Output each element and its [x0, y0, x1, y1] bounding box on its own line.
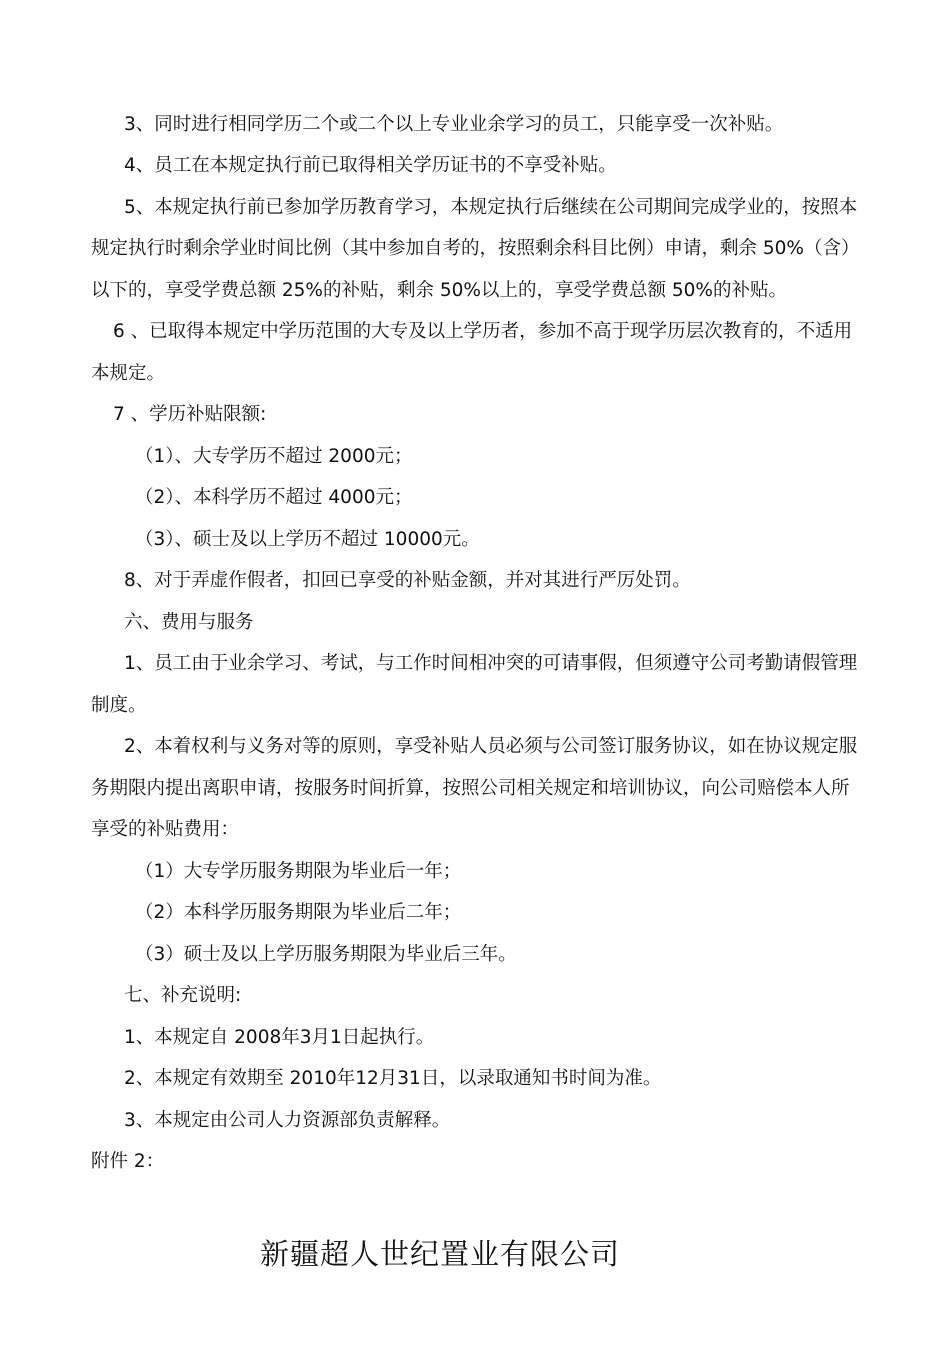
section-heading: 七、补充说明:: [124, 985, 242, 1006]
list-item: （2）、本科学历不超过 4000元；: [135, 487, 413, 508]
list-item: （2）本科学历服务期限为毕业后二年；: [135, 902, 462, 923]
text-line: 8、对于弄虚作假者，扣回已享受的补贴金额，并对其进行严厉处罚。: [124, 570, 691, 591]
list-item: （1）大专学历服务期限为毕业后一年；: [135, 861, 462, 882]
list-item: （3）硕士及以上学历服务期限为毕业后三年。: [135, 944, 517, 965]
text-line: 2、本规定有效期至 2010年12月31日，以录取通知书时间为准。: [124, 1068, 662, 1089]
text-line: 3、同时进行相同学历二个或二个以上专业业余学习的员工，只能享受一次补贴。: [124, 114, 784, 135]
text-line: 7 、学历补贴限额:: [113, 404, 267, 425]
text-line: 6 、已取得本规定中学历范围的大专及以上学历者，参加不高于现学历层次教育的，不适用: [113, 321, 853, 342]
text-line: 5、本规定执行前已参加学历教育学习，本规定执行后继续在公司期间完成学业的，按照本: [124, 197, 858, 218]
attachment-label: 附件 2：: [91, 1151, 165, 1172]
company-title: 新疆超人世纪置业有限公司: [259, 1237, 620, 1271]
text-line: 制度。: [91, 695, 147, 716]
text-line: 4、员工在本规定执行前已取得相关学历证书的不享受补贴。: [124, 155, 617, 176]
text-line: 规定执行时剩余学业时间比例（其中参加自考的，按照剩余科目比例）申请，剩余 50%（含）: [91, 238, 860, 259]
text-line: 2、本着权利与义务对等的原则，享受补贴人员必须与公司签订服务协议，如在协议规定服: [124, 736, 858, 757]
text-line: 1、员工由于业余学习、考试，与工作时间相冲突的可请事假，但须遵守公司考勤请假管理: [124, 653, 858, 674]
list-item: （1）、大专学历不超过 2000元；: [135, 446, 413, 467]
text-line: 本规定。: [91, 363, 166, 384]
text-line: 务期限内提出离职申请，按服务时间折算，按照公司相关规定和培训协议，向公司赔偿本人所: [91, 778, 850, 799]
text-line: 享受的补贴费用：: [91, 819, 240, 840]
list-item: （3）、硕士及以上学历不超过 10000元。: [135, 529, 480, 550]
text-line: 3、本规定由公司人力资源部负责解释。: [124, 1110, 451, 1131]
section-heading: 六、费用与服务: [124, 612, 254, 633]
text-line: 以下的，享受学费总额 25%的补贴，剩余 50%以上的，享受学费总额 50%的补贴。: [91, 280, 788, 301]
text-line: 1、本规定自 2008年3月1日起执行。: [124, 1027, 435, 1048]
